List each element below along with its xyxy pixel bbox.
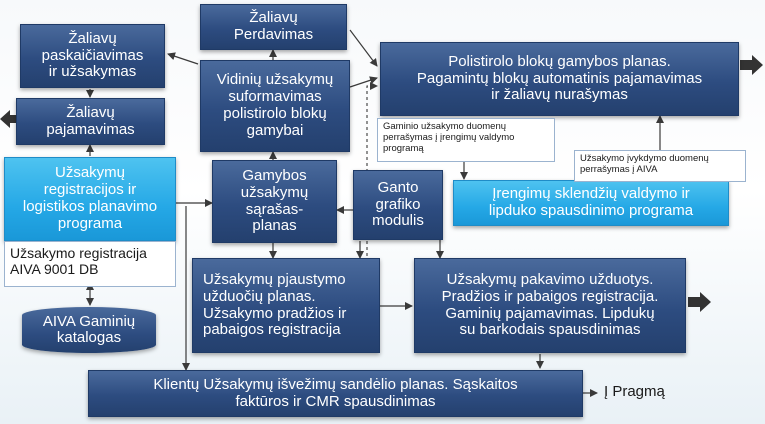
raw-material-receipt-box[interactable]: Žaliavų pajamavimas	[16, 98, 165, 145]
aiva-product-catalog-database[interactable]: AIVA Gaminių katalogas	[22, 307, 156, 353]
bold-arrow-plan-out	[740, 55, 763, 75]
order-registration-logistics-box[interactable]: Užsakymų registracijos ir logistikos planavimo programa	[4, 157, 176, 241]
bold-arrow-packing-out	[688, 292, 711, 312]
aiva-transfer-note: Užsakymo įvykdymo duomenų perrašymas į AIVA	[574, 150, 746, 182]
gantt-chart-module-box[interactable]: Ganto grafiko modulis	[353, 170, 443, 240]
equipment-control-label-printing-box[interactable]: Įrengimų sklendžių valdymo ir lipduko spausdinimo programa	[453, 180, 729, 226]
shipment-plan-box[interactable]: Klientų Užsakymų išvežimų sandėlio planas. Sąskaitos faktūros ir CMR spausdinimas	[88, 370, 583, 417]
cutting-tasks-box[interactable]: Užsakymų pjaustymo užduočių planas. Užsakymo pradžios ir pabaigos registracija	[192, 258, 380, 353]
equipment-transfer-note: Gaminio užsakymo duomenų perrašymas į įrengimų valdymo programą	[377, 118, 555, 162]
raw-material-calculation-order-box[interactable]: Žaliavų paskaičiavimas ir užsakymas	[20, 24, 165, 88]
arrow-internal-to-calc	[168, 54, 198, 64]
production-order-list-box[interactable]: Gamybos užsakymų sąrašas- planas	[212, 160, 337, 243]
aiva-db-registration-note: Užsakymo registracija AIVA 9001 DB	[4, 241, 176, 287]
bold-arrow-receipt-out	[0, 110, 16, 128]
internal-orders-box[interactable]: Vidinių užsakymų suformavimas polistirolo blokų gamybai	[200, 60, 350, 152]
polystyrene-production-plan-box[interactable]: Polistirolo blokų gamybos planas. Pagamintų blokų automatinis pajamavimas ir žaliavų nurašymas	[380, 42, 739, 116]
pragma-label: Į Pragmą	[604, 383, 665, 400]
arrow-transfer-to-plan	[350, 30, 377, 66]
packing-tasks-box[interactable]: Užsakymų pakavimo užduotys. Pradžios ir pabaigos registracija. Gaminių pajamavimas. Lipdukų su barkodais spausdinimas	[414, 258, 686, 353]
raw-material-transfer-box[interactable]: Žaliavų Perdavimas	[200, 4, 347, 50]
